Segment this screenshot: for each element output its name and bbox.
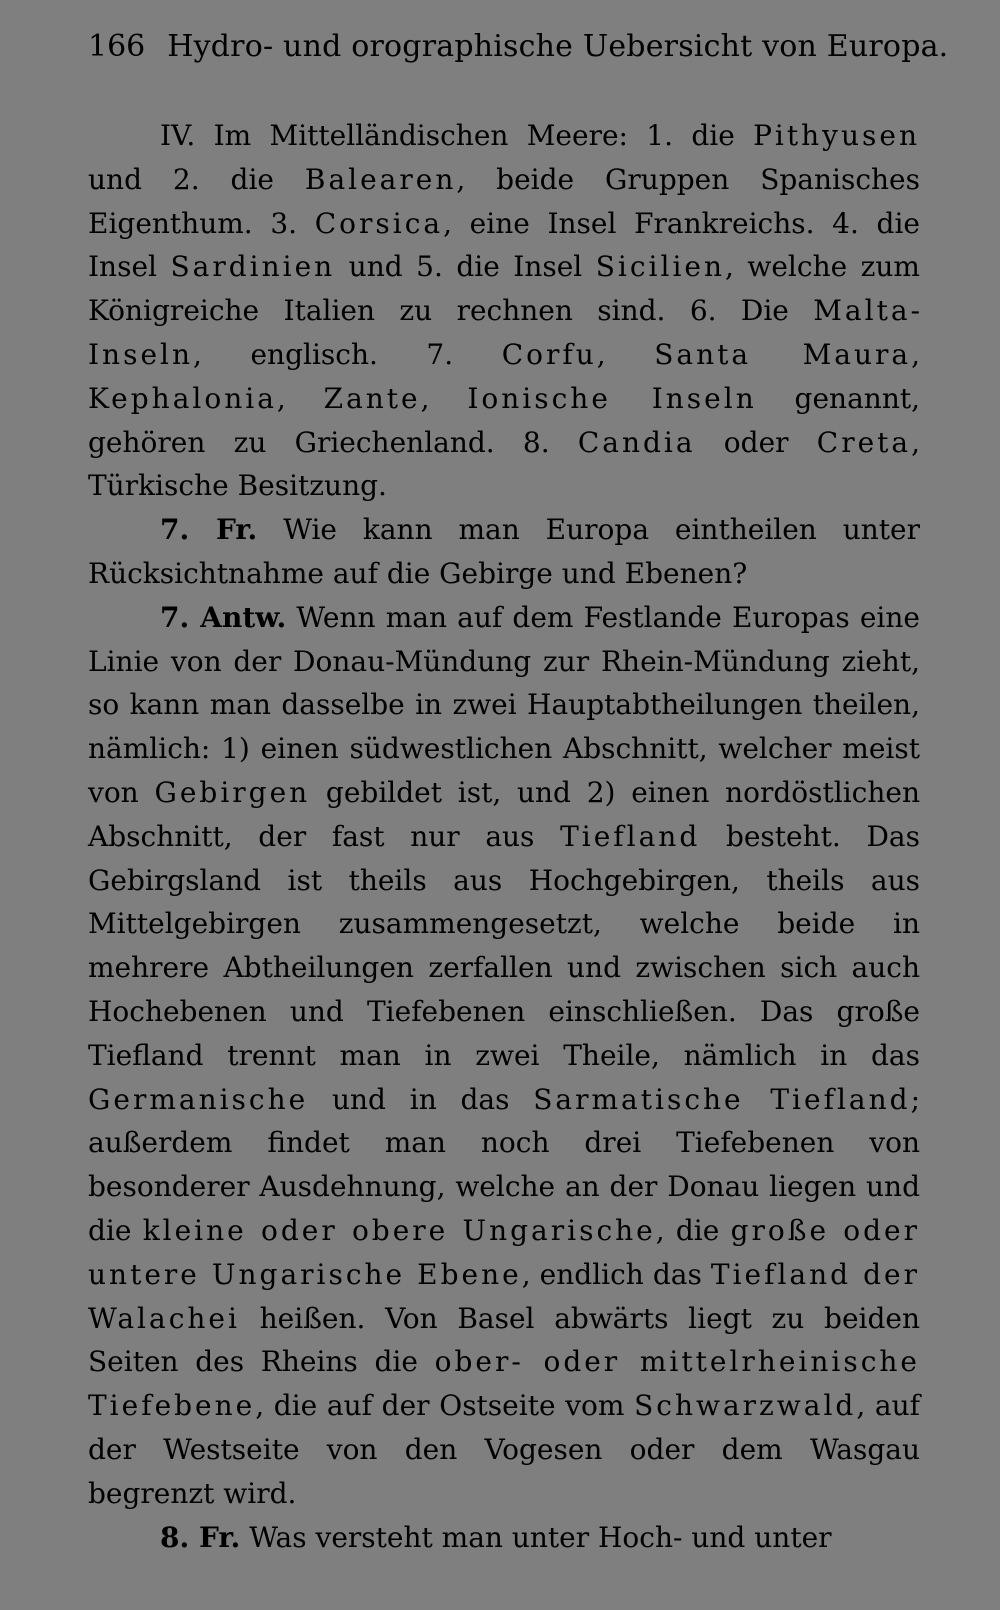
text-run: genannt, gehören zu Griechenland. 8. bbox=[88, 381, 920, 459]
spaced-term: Malta bbox=[813, 294, 911, 328]
text-run: , eine Insel Frankreichs. 4. die Insel bbox=[88, 206, 920, 284]
text-run: oder bbox=[695, 425, 817, 459]
spaced-term: Candia bbox=[577, 425, 696, 459]
text-run: , die auf der Ostseite vom bbox=[255, 1389, 635, 1423]
paragraph-islands-mediterranean bbox=[88, 114, 920, 508]
paragraph-answer-7 bbox=[88, 596, 920, 1516]
text-run: , auf der Westseite von den Vogesen oder dem Wasgau begrenzt wird. bbox=[88, 1389, 921, 1510]
spaced-term: Zante bbox=[323, 381, 421, 415]
spaced-term: Inseln bbox=[88, 337, 194, 371]
text-run: und 2. die bbox=[88, 162, 305, 196]
text-run: gebildet ist, und 2) einen nordöstlichen Abschnitt, der fast nur aus bbox=[88, 775, 920, 853]
question-label: 8. Fr. bbox=[160, 1520, 241, 1554]
spaced-term: große oder untere Ungarische Ebene bbox=[88, 1213, 920, 1291]
text-run: Was versteht man unter Hoch- und unter bbox=[240, 1520, 832, 1554]
paragraph-question-7 bbox=[88, 508, 920, 596]
text-run: , die bbox=[655, 1213, 731, 1247]
text-run: und in das bbox=[308, 1082, 534, 1116]
spaced-term: Ionische Inseln bbox=[467, 381, 757, 415]
text-run: - bbox=[910, 294, 920, 328]
spaced-term: Sicilien bbox=[595, 250, 726, 284]
running-title: Hydro- und orographische Uebersicht von Europa. bbox=[167, 29, 949, 64]
text-run: IV. Im Mittelländischen Meere: 1. die bbox=[160, 119, 754, 152]
book-page bbox=[88, 22, 949, 1559]
text-run: ; außerdem findet man noch drei Tiefebenen von besonderer Ausdehnung, welche an der Donau liegen und die bbox=[88, 1082, 920, 1247]
spaced-term: Balearen bbox=[304, 162, 457, 196]
spaced-term: Gebirgen bbox=[154, 775, 311, 809]
spaced-term: Santa Maura bbox=[654, 337, 912, 371]
text-run: Wenn man auf dem Festlande Europas eine Linie von der Donau-Mündung zur Rhein-Mündung zieht, so kann man dasselbe in zwei Hauptabtheilungen theilen, nämlich: 1) einen südwestlichen Abschnitt, welcher meist von bbox=[88, 600, 920, 809]
spaced-term: Sardinien bbox=[170, 250, 336, 284]
spaced-term: ober- oder mittelrheinische Tiefebene bbox=[88, 1345, 920, 1423]
text-run: , welche zum Königreiche Italien zu rechnen sind. 6. Die bbox=[88, 250, 920, 328]
spaced-term: Kephalonia bbox=[88, 381, 277, 415]
spaced-term: Sarmatische Tiefland bbox=[533, 1082, 911, 1116]
spaced-term: Pithyusen bbox=[753, 119, 920, 152]
spaced-term: Corsica bbox=[314, 206, 444, 240]
text-run: , englisch. 7. bbox=[193, 337, 502, 371]
text-run: , bbox=[276, 381, 324, 415]
spaced-term: Germanische bbox=[88, 1082, 309, 1116]
text-run: heißen. Von Basel abwärts liegt zu beiden Seiten des Rheins die bbox=[88, 1301, 920, 1379]
text-run: Wie kann man Europa eintheilen unter Rücksichtnahme auf die Gebirge und Ebenen? bbox=[88, 513, 920, 590]
spaced-term: Corfu bbox=[501, 337, 597, 371]
spaced-term: Tiefland bbox=[560, 819, 701, 853]
paragraph-question-8 bbox=[88, 1516, 920, 1560]
text-run: , bbox=[911, 337, 920, 371]
question-label: 7. Fr. bbox=[160, 513, 258, 547]
spaced-term: Tiefland der Walachei bbox=[88, 1257, 920, 1335]
text-run: , beide Gruppen Spanisches Eigenthum. 3. bbox=[88, 162, 920, 240]
text-run: besteht. Das Gebirgsland ist theils aus Hochgebirgen, theils aus Mittelgebirgen zusammengesetzt, welche beide in mehrere Abtheilungen zerfallen und zwischen sich auch Hochebenen und Tiefebenen einschließen. Das große Tiefland trennt man in zwei Theile, nämlich in das bbox=[88, 819, 920, 1072]
page-header bbox=[88, 22, 949, 72]
spaced-term: kleine oder obere Ungarische bbox=[142, 1213, 656, 1247]
spaced-term: Schwarzwald bbox=[634, 1389, 857, 1423]
spaced-term: Creta bbox=[816, 425, 912, 459]
text-run: , bbox=[596, 337, 655, 371]
text-run: , bbox=[420, 381, 468, 415]
answer-label: 7. Antw. bbox=[160, 600, 287, 634]
text-run: , Türkische Besitzung. bbox=[88, 425, 921, 503]
text-run: und 5. die Insel bbox=[335, 250, 596, 284]
page-number: 166 bbox=[88, 29, 146, 64]
page-body bbox=[88, 114, 920, 1559]
text-run: , endlich das bbox=[521, 1257, 711, 1291]
